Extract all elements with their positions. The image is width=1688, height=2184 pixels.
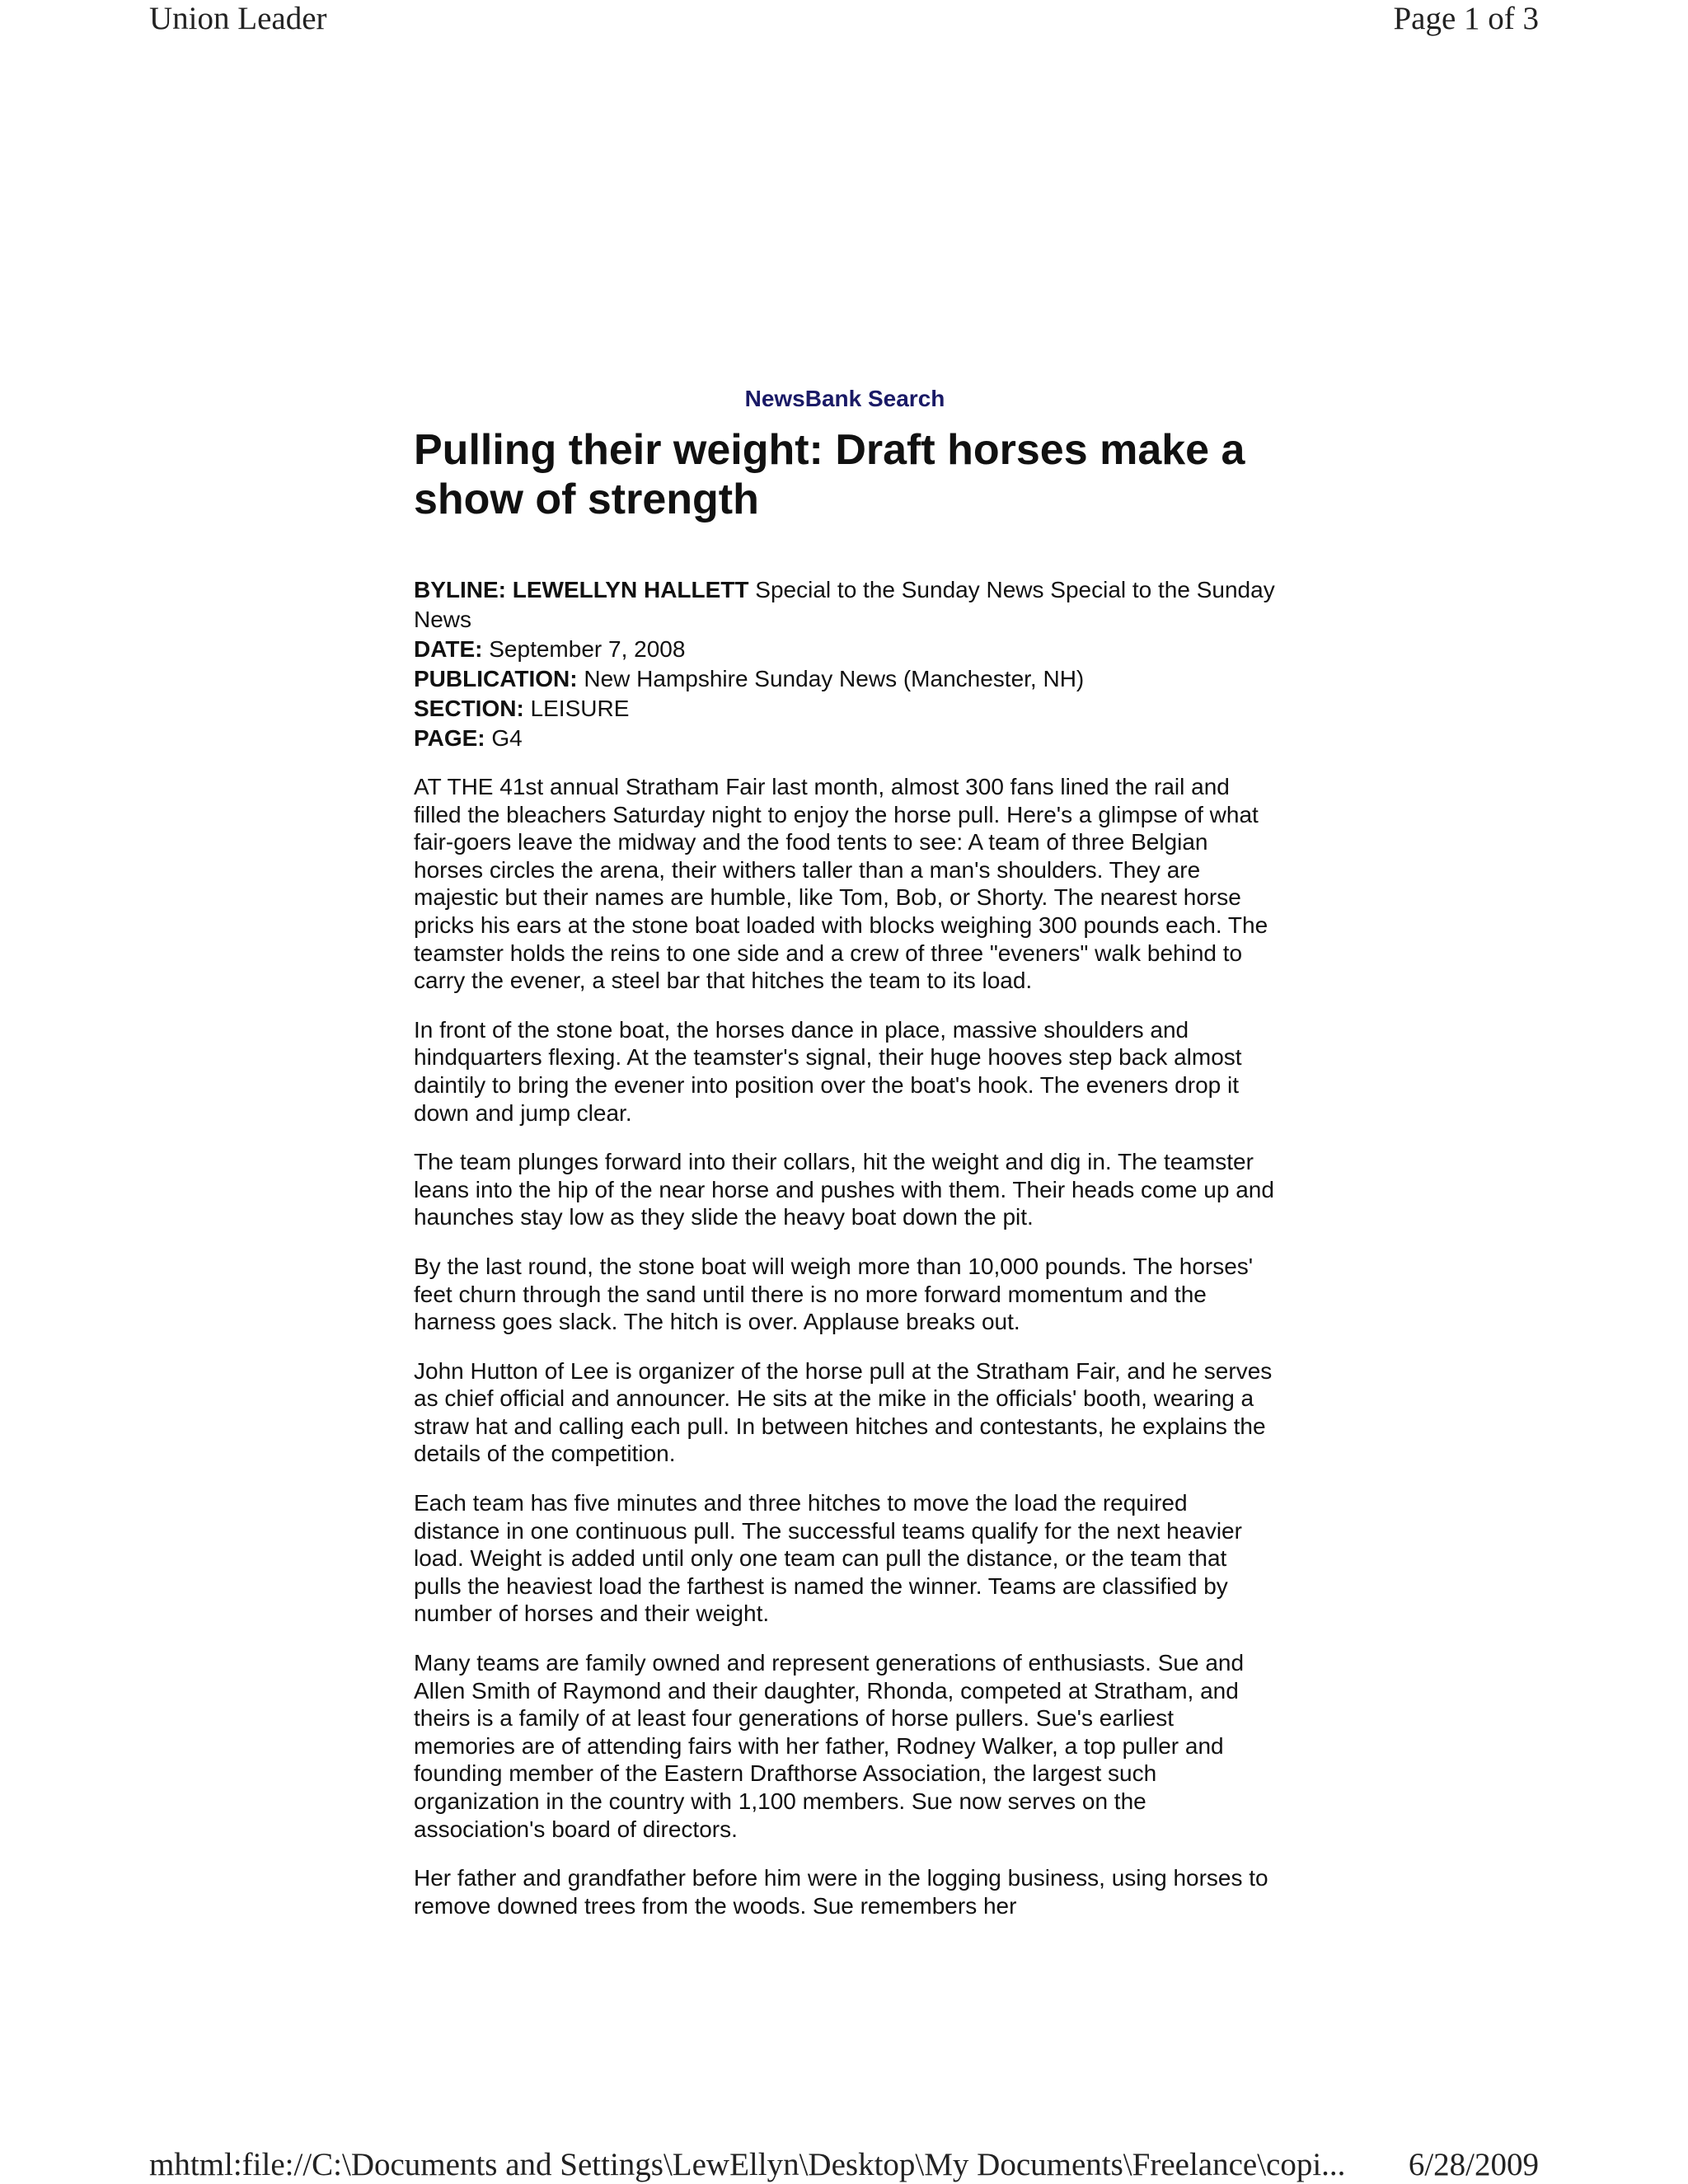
print-footer-file-path: mhtml:file://C:\Documents and Settings\LewEllyn\Desktop\My Documents\Freelance\copi...	[149, 2147, 1346, 2182]
date-key: DATE:	[414, 636, 483, 662]
byline-key: BYLINE: LEWELLYN HALLETT	[414, 577, 749, 602]
article-paragraph: In front of the stone boat, the horses dance in place, massive shoulders and hindquarters flexing. At the teamster's signal, their huge hooves step back almost daintily to bring the evener into position over the boat's hook. The eveners drop it down and jump clear.	[414, 1016, 1242, 1126]
print-header-site-title: Union Leader	[149, 1, 327, 36]
article	[414, 384, 1276, 1941]
print-header	[149, 0, 1539, 41]
article-paragraph: AT THE 41st annual Stratham Fair last month, almost 300 fans lined the rail and filled the bleachers Saturday night to enjoy the horse pull. Here's a glimpse of what fair-goers leave the midway and the food tents to see: A team of three Belgian horses circles the arena, their withers taller than a man's shoulders. They are majestic but their names are humble, like Tom, Bob, or Shorty. The nearest horse pricks his ears at the stone boat loaded with blocks weighing 300 pounds each. The teamster holds the reins to one side and a crew of three "eveners" walk behind to carry the evener, a steel bar that hitches the team to its load.	[414, 774, 1268, 994]
date-line	[414, 635, 1276, 664]
article-paragraph: By the last round, the stone boat will weigh more than 10,000 pounds. The horses' feet churn through the sand until there is no more forward momentum and the harness goes slack. The hitch is over. Applause breaks out.	[414, 1253, 1254, 1335]
publication-value: New Hampshire Sunday News (Manchester, NH)	[577, 666, 1085, 691]
page-value: G4	[485, 725, 523, 751]
byline-line	[414, 575, 1276, 635]
print-footer-date: 6/28/2009	[1408, 2147, 1539, 2182]
article-paragraph: Each team has five minutes and three hitches to move the load the required distance in one continuous pull. The successful teams qualify for the next heavier load. Weight is added until only one team can pull the distance, or the team that pulls the heaviest load the farthest is named the winner. Teams are classified by number of horses and their weight.	[414, 1490, 1242, 1627]
section-line	[414, 694, 1276, 724]
publication-key: PUBLICATION:	[414, 666, 578, 691]
page-line	[414, 724, 1276, 753]
publication-line	[414, 664, 1276, 694]
article-paragraph: Her father and grandfather before him were in the logging business, using horses to remove downed trees from the woods. Sue remembers her	[414, 1865, 1268, 1919]
article-paragraph: John Hutton of Lee is organizer of the horse pull at the Stratham Fair, and he serves as chief official and announcer. He sits at the mike in the officials' booth, wearing a straw hat and calling each pull. In between hitches and contestants, he explains the details of the competition.	[414, 1357, 1273, 1467]
date-value: September 7, 2008	[482, 636, 686, 662]
page-key: PAGE:	[414, 725, 485, 751]
article-paragraph: The team plunges forward into their collars, hit the weight and dig in. The teamster leans into the hip of the near horse and pushes with them. Their heads come up and haunches stay low as they slide the heavy boat down the pit.	[414, 1149, 1274, 1230]
article-title: Pulling their weight: Draft horses make a show of strength	[414, 426, 1245, 523]
print-header-page-number: Page 1 of 3	[1393, 1, 1539, 36]
article-meta	[414, 575, 1276, 753]
print-footer	[149, 2146, 1539, 2184]
section-key: SECTION:	[414, 696, 524, 721]
newsbank-search-link[interactable]: NewsBank Search	[744, 386, 945, 411]
section-value: LEISURE	[523, 696, 630, 721]
byline-value: Special to the Sunday News Special to the Sunday News	[414, 577, 1275, 632]
article-paragraph: Many teams are family owned and represent generations of enthusiasts. Sue and Allen Smith of Raymond and their daughter, Rhonda, competed at Stratham, and theirs is a family of at least four generations of horse pullers. Sue's earliest memories are of attending fairs with her father, Rodney Walker, a top puller and founding member of the Eastern Drafthorse Association, the largest such organization in the country with 1,100 members. Sue now serves on the association's board of directors.	[414, 1650, 1245, 1842]
